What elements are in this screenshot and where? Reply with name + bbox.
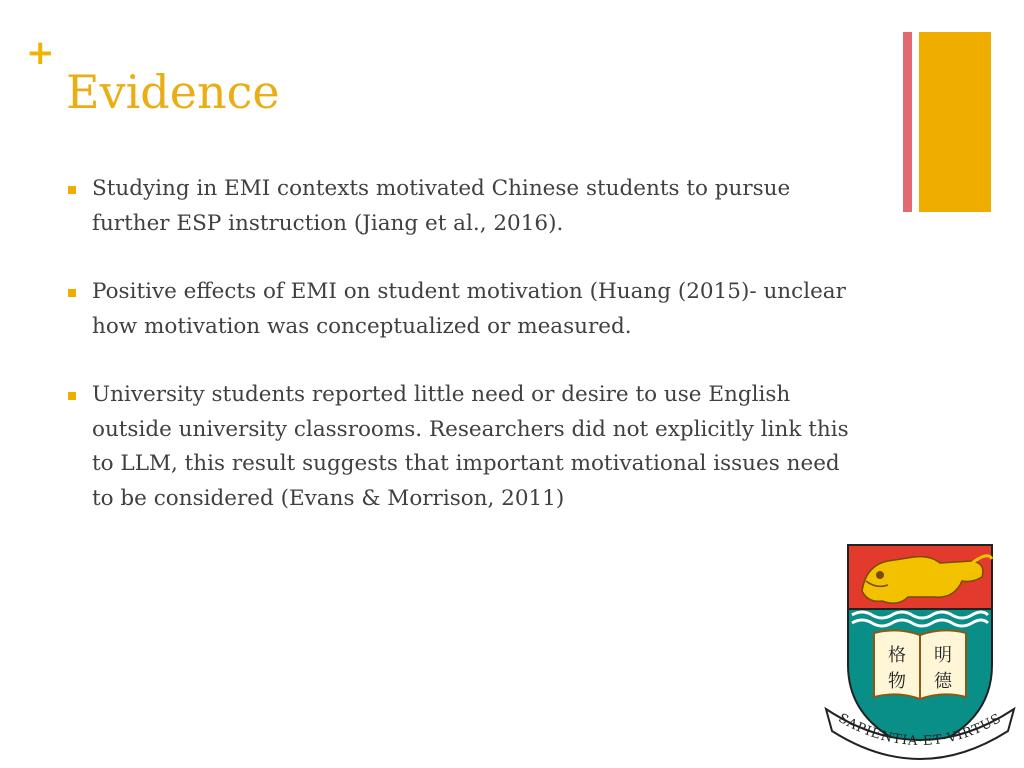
crest-character: 格 <box>888 645 906 666</box>
crest-character: 物 <box>888 671 906 692</box>
bullet-square-icon <box>68 289 76 297</box>
bullet-square-icon <box>68 186 76 194</box>
decorative-red-bar <box>903 32 912 212</box>
bullet-item <box>68 275 868 344</box>
bullet-square-icon <box>68 392 76 400</box>
university-crest-logo <box>822 541 1018 765</box>
open-book-icon <box>874 630 966 699</box>
decorative-gold-bar <box>919 32 991 212</box>
crest-character: 明 <box>934 645 952 666</box>
bullet-item <box>68 378 868 516</box>
crest-motto: SAPIENTIA·ET·VIRTUS <box>835 710 1005 750</box>
crest-character: 德 <box>934 671 952 692</box>
plus-sign-icon: + <box>26 33 55 73</box>
bullet-text: University students reported little need or desire to use English outside university classrooms. Researchers did not explicitly link this to LLM, this result suggests that important motivational issues need to be considered (Evans & Morrison, 2011) <box>92 382 849 511</box>
bullet-list <box>68 172 868 550</box>
bullet-text: Positive effects of EMI on student motivation (Huang (2015)- unclear how motivation was conceptualized or measured. <box>92 279 846 339</box>
slide-title: Evidence <box>66 65 280 119</box>
bullet-item <box>68 172 868 241</box>
bullet-text: Studying in EMI contexts motivated Chinese students to pursue further ESP instruction (Jiang et al., 2016). <box>92 176 791 236</box>
